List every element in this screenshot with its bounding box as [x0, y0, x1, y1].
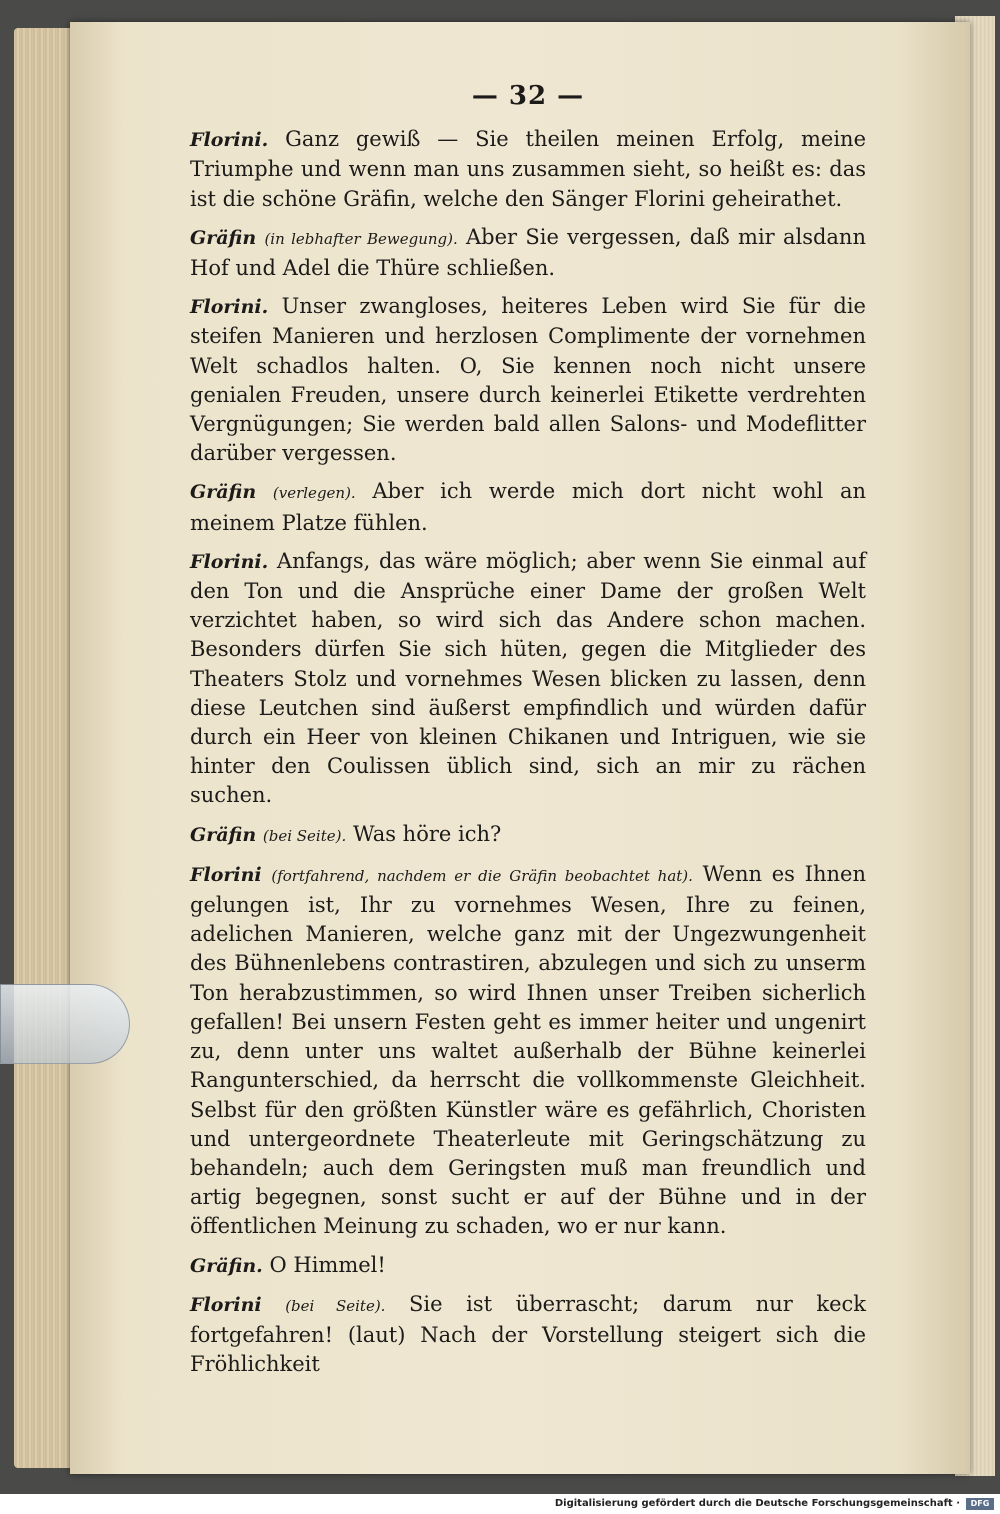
speech-text: Wenn es Ihnen gelungen ist, Ihr zu vornehmes Wesen, Ihre zu feinen, adelichen Manieren, welche ganz mit der Ungezwungenheit des Bühnenlebens contrastiren, abzulegen und sich zu unserm Ton herabzustimmen, so wird Ihnen unser Treiben sicherlich gefallen! Bei unsern Festen geht es immer heiter und ungenirt zu, denn unter uns waltet außerhalb der Bühne keinerlei Rangunterschied, da herrscht die vollkommenste Gleichheit. Selbst für den größten Künstler wäre es gefährlich, Choristen und untergeordnete Theaterleute mit Geringschätzung zu behandeln; auch dem Geringsten muß man freundlich und artig begegnen, sonst sucht er auf der Bühne und in der öffentlichen Meinung zu schaden, wo er nur kann. [190, 861, 866, 1239]
speech-text: Was höre ich? [352, 821, 502, 846]
speech-1 [190, 125, 866, 214]
speaker-name: Florini. [190, 550, 269, 573]
speech-text: O Himmel! [269, 1252, 386, 1277]
speaker-name: Florini. [190, 296, 269, 319]
stage-direction: (verlegen). [272, 484, 356, 503]
stage-direction: (fortfahrend, nachdem er die Gräfin beobachtet hat). [271, 866, 693, 885]
speaker-name: Gräfin [190, 226, 257, 249]
speech-8 [190, 1251, 866, 1281]
speech-6 [190, 820, 866, 851]
speech-5 [190, 547, 866, 811]
speech-text: Unser zwangloses, heiteres Leben wird Sie für die steifen Manieren und herzlosen Complimente der vornehmen Welt schadlos halten. O, Sie kennen noch nicht unsere genialen Freuden, unsere durch keinerlei Etikette verdrehten Vergnügungen; Sie werden bald allen Salons- und Modeflitter darüber vergessen. [190, 294, 866, 466]
speaker-name: Gräfin [190, 823, 257, 846]
bookmark-clip [0, 984, 130, 1064]
page-number: — 32 — [471, 81, 585, 111]
speaker-name: Gräfin. [190, 1254, 263, 1277]
speech-7 [190, 860, 866, 1242]
speaker-name: Gräfin [190, 481, 257, 504]
speech-text: Aber Sie vergessen, daß mir alsdann Hof und Adel die Thüre schließen. [190, 224, 866, 281]
stage-direction: (bei Seite). [285, 1296, 386, 1315]
speaker-name: Florini [190, 1293, 262, 1316]
footer-credit: Digitalisierung gefördert durch die Deutsche Forschungsgemeinschaft · [554, 1498, 960, 1509]
speech-9 [190, 1290, 866, 1380]
speaker-name: Florini. [190, 129, 269, 152]
dfg-logo: DFG [966, 1498, 994, 1510]
speaker-name: Florini [190, 863, 262, 886]
speech-text: Aber ich werde mich dort nicht wohl an meinem Platze fühlen. [190, 479, 866, 535]
stage-direction: (bei Seite). [262, 826, 347, 845]
speech-4 [190, 477, 866, 537]
speech-text: Ganz gewiß — Sie theilen meinen Erfolg, meine Triumphe und wenn man uns zusammen sieht, so heißt es: das ist die schöne Gräfin, welche den Sänger Florini geheirathet. [190, 127, 866, 211]
speech-text: Anfangs, das wäre möglich; aber wenn Sie einmal auf den Ton und die Ansprüche einer Dame der großen Welt verzichtet haben, so wird sich das Andere schon machen. Besonders dürfen Sie sich hüten, gegen die Mitglieder des Theaters Stolz und vornehmes Wesen blicken zu lassen, denn diese Leutchen sind äußerst empfindlich und würden dafür durch ein Heer von kleinen Chikanen und Intriguen, wie sie hinter den Coulissen üblich sind, sich an mir zu rächen suchen. [190, 548, 866, 808]
page-text [190, 82, 866, 1388]
speech-3 [190, 292, 866, 468]
stage-direction: (in lebhafter Bewegung). [264, 229, 458, 248]
speech-text: Sie ist überrascht; darum nur keck fortgefahren! (laut) Nach der Vorstellung steigert sich die Fröhlichkeit [190, 1291, 867, 1377]
speech-2 [190, 223, 866, 283]
footer-bar [0, 1494, 1000, 1514]
